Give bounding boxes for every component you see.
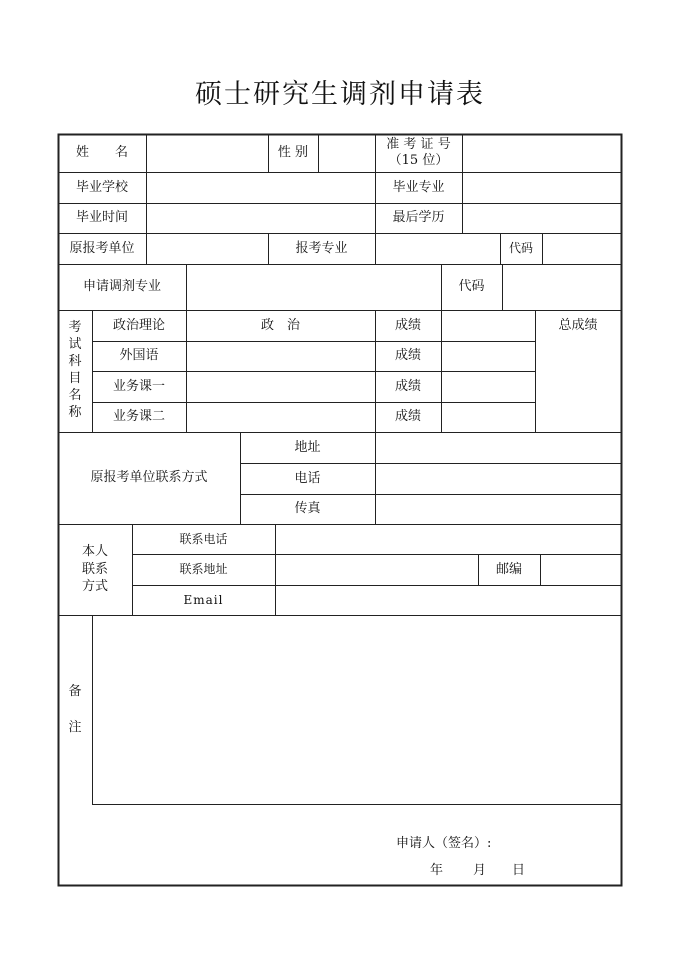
- orig-unit-label: 原报考单位: [69, 240, 135, 256]
- exam-id-field[interactable]: [463, 135, 621, 172]
- contact-phone-field[interactable]: [276, 525, 621, 554]
- date-month-label: 月: [473, 863, 487, 878]
- postcode-field[interactable]: [541, 555, 621, 585]
- grad-time-field[interactable]: [147, 204, 375, 233]
- email-field[interactable]: [276, 586, 621, 615]
- page-title: 硕士研究生调剂申请表: [195, 79, 485, 110]
- code-label-1: 代码: [508, 241, 533, 256]
- gender-field[interactable]: [319, 135, 375, 172]
- score-field-2[interactable]: [442, 342, 535, 371]
- orig-major-field[interactable]: [376, 234, 500, 264]
- date-day-label: 日: [512, 863, 526, 878]
- grad-school-label: 毕业学校: [75, 179, 128, 195]
- address-label: 地址: [294, 439, 321, 455]
- total-score-label: 总成绩: [558, 317, 598, 333]
- course-1-field[interactable]: [187, 372, 375, 402]
- remarks-field[interactable]: [93, 616, 621, 804]
- adjust-major-label: 申请调剂专业: [82, 279, 161, 295]
- grad-major-field[interactable]: [463, 173, 621, 203]
- signature-field[interactable]: [500, 828, 615, 850]
- code-field-1[interactable]: [543, 234, 621, 264]
- grad-school-field[interactable]: [147, 173, 375, 203]
- highest-degree-field[interactable]: [463, 204, 621, 233]
- phone-field[interactable]: [376, 464, 621, 494]
- gender-label: 性 别: [277, 145, 309, 161]
- exam-id-label: 准 考 证 号 （15 位）: [386, 136, 451, 168]
- self-contact-label: 本人 联系 方式: [81, 544, 108, 595]
- name-label: 姓 名: [75, 145, 128, 161]
- code-field-2[interactable]: [503, 265, 621, 310]
- score-label-4: 成绩: [394, 409, 421, 425]
- score-field-4[interactable]: [442, 403, 535, 432]
- fax-field[interactable]: [376, 495, 621, 524]
- contact-phone-label: 联系电话: [179, 531, 228, 546]
- course-2-label: 业务课二: [112, 409, 165, 425]
- politics-theory-label: 政治理论: [112, 317, 165, 333]
- foreign-lang-field[interactable]: [187, 342, 375, 371]
- exam-subjects-label: 考 试 科 目 名 称: [68, 320, 82, 420]
- highest-degree-label: 最后学历: [392, 210, 445, 226]
- postcode-label: 邮编: [495, 561, 522, 577]
- total-score-field[interactable]: [536, 342, 621, 432]
- remarks-label: 备 注: [68, 683, 82, 736]
- grad-time-label: 毕业时间: [75, 210, 128, 226]
- contact-address-label: 联系地址: [179, 562, 228, 577]
- phone-label: 电话: [294, 470, 321, 486]
- date-year-label: 年: [430, 863, 444, 878]
- applicant-signature-label: 申请人（签名）:: [396, 836, 492, 851]
- orig-unit-field[interactable]: [147, 234, 268, 264]
- adjust-major-field[interactable]: [187, 265, 441, 310]
- score-label-2: 成绩: [394, 348, 421, 364]
- score-label-1: 成绩: [394, 317, 421, 333]
- course-1-label: 业务课一: [112, 378, 165, 394]
- code-label-2: 代码: [458, 279, 485, 295]
- grad-major-label: 毕业专业: [392, 179, 445, 195]
- score-field-3[interactable]: [442, 372, 535, 402]
- score-label-3: 成绩: [394, 378, 421, 394]
- fax-label: 传真: [294, 501, 321, 517]
- address-field[interactable]: [376, 433, 621, 463]
- course-2-field[interactable]: [187, 403, 375, 432]
- contact-address-field[interactable]: [276, 555, 478, 585]
- orig-contact-label: 原报考单位联系方式: [90, 470, 208, 486]
- foreign-lang-label: 外国语: [119, 348, 159, 364]
- orig-major-label: 报考专业: [295, 240, 348, 256]
- politics-subject: 政 治: [260, 317, 300, 333]
- name-field[interactable]: [147, 135, 268, 172]
- email-label: Email: [183, 592, 224, 607]
- score-field-1[interactable]: [442, 311, 535, 341]
